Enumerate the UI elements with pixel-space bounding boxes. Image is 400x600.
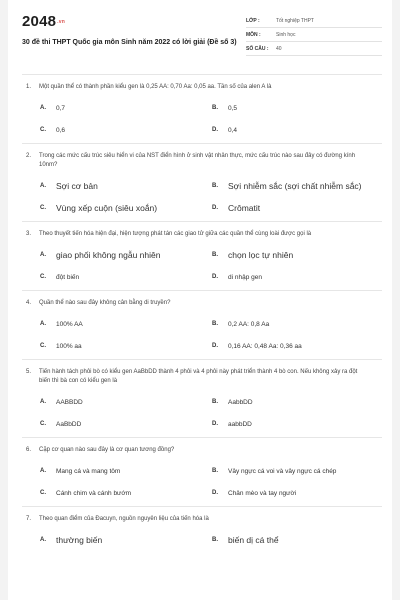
meta-value: Tốt nghiệp THPT	[276, 17, 314, 24]
option-letter: C.	[40, 205, 46, 211]
question-number: 3.	[26, 231, 32, 237]
document-header	[22, 14, 382, 72]
question-text	[22, 299, 382, 308]
option-text: 0,5	[228, 104, 238, 112]
answer-option-d[interactable]	[212, 482, 384, 504]
question-1	[22, 83, 382, 141]
answer-options	[22, 97, 382, 141]
option-text: 0,4	[228, 126, 238, 134]
question-body: Theo quan điểm của Đacuyn, nguồn nguyên liệu của tiến hóa là	[39, 516, 209, 522]
meta-row-class	[246, 14, 382, 28]
question-divider	[22, 221, 382, 222]
document-page	[8, 0, 392, 600]
option-letter: A.	[40, 105, 46, 111]
answer-option-a[interactable]	[40, 244, 212, 266]
answer-option-b[interactable]	[212, 529, 384, 551]
option-letter: A.	[40, 468, 46, 474]
question-3	[22, 230, 382, 288]
option-letter: D.	[212, 343, 218, 349]
option-text: 100% AA	[56, 320, 83, 328]
option-text: 0,16 AA: 0,48 Aa: 0,36 aa	[228, 342, 302, 350]
answer-option-c[interactable]	[40, 413, 212, 435]
option-letter: D.	[212, 127, 218, 133]
option-letter: C.	[40, 274, 46, 280]
option-text: di nhập gen	[228, 273, 262, 281]
question-divider	[22, 506, 382, 507]
question-number: 7.	[26, 516, 32, 522]
question-divider	[22, 143, 382, 144]
option-text: 100% aa	[56, 342, 82, 350]
option-letter: B.	[212, 252, 218, 258]
option-letter: B.	[212, 105, 218, 111]
option-text: Cánh chim và cánh bướm	[56, 489, 132, 497]
option-letter: A.	[40, 252, 46, 258]
option-letter: A.	[40, 537, 46, 543]
question-body: Trong các mức cấu trúc siêu hiển vi của NST điển hình ở sinh vật nhân thực, mức cấu trúc nào sau đây có đường kính 10nm?	[39, 153, 356, 168]
option-letter: B.	[212, 537, 218, 543]
answer-option-a[interactable]	[40, 391, 212, 413]
answer-option-b[interactable]	[212, 175, 384, 197]
option-letter: A.	[40, 321, 46, 327]
option-letter: A.	[40, 183, 46, 189]
option-text: thường biến	[56, 535, 103, 545]
document-meta	[246, 14, 382, 56]
option-text: 0,2 AA: 0,8 Aa	[228, 320, 270, 328]
answer-options	[22, 460, 382, 504]
answer-option-a[interactable]	[40, 313, 212, 335]
option-text: Crômatit	[228, 203, 261, 213]
answer-options	[22, 244, 382, 288]
option-text: AaBbDD	[56, 420, 82, 428]
question-text	[22, 446, 382, 455]
option-text: chọn lọc tự nhiên	[228, 250, 294, 260]
answer-option-c[interactable]	[40, 482, 212, 504]
option-letter: C.	[40, 490, 46, 496]
meta-value: Sinh học	[276, 31, 296, 38]
question-7	[22, 515, 382, 551]
option-text: Vây ngực cá voi và vây ngực cá chép	[228, 467, 337, 475]
meta-value: 40	[276, 45, 282, 52]
question-divider	[22, 437, 382, 438]
logo-suffix: .vn	[57, 19, 65, 25]
option-text: AABBDD	[56, 398, 83, 406]
question-2	[22, 152, 382, 219]
meta-label: MÔN :	[246, 31, 261, 38]
option-letter: D.	[212, 205, 218, 211]
option-letter: B.	[212, 321, 218, 327]
question-body: Một quần thể có thành phần kiểu gen là 0,25 AA: 0,70 Aa: 0,05 aa. Tần số của alen A là	[39, 84, 272, 90]
question-divider	[22, 290, 382, 291]
answer-options	[22, 391, 382, 435]
option-text: Mang cá và mang tôm	[56, 467, 121, 475]
option-letter: B.	[212, 468, 218, 474]
answer-option-b[interactable]	[212, 313, 384, 335]
meta-row-subject	[246, 28, 382, 42]
answer-option-c[interactable]	[40, 119, 212, 141]
answer-option-c[interactable]	[40, 335, 212, 357]
document-title: 30 đề thi THPT Quốc gia môn Sinh năm 2022 có lời giải (Đề số 3)	[22, 39, 237, 46]
question-text	[22, 368, 382, 386]
answer-option-d[interactable]	[212, 119, 384, 141]
option-text: đột biến	[56, 273, 80, 281]
answer-option-b[interactable]	[212, 244, 384, 266]
option-letter: D.	[212, 490, 218, 496]
option-text: Vùng xếp cuộn (siêu xoắn)	[56, 203, 158, 213]
meta-row-count	[246, 42, 382, 56]
option-letter: C.	[40, 127, 46, 133]
logo-main: 2048	[22, 13, 57, 30]
answer-option-d[interactable]	[212, 266, 384, 288]
question-text	[22, 83, 382, 92]
answer-option-d[interactable]	[212, 413, 384, 435]
question-body: Cặp cơ quan nào sau đây là cơ quan tương đồng?	[39, 447, 175, 453]
option-letter: D.	[212, 421, 218, 427]
question-number: 2.	[26, 153, 32, 159]
meta-label: LỚP :	[246, 17, 260, 24]
question-text	[22, 230, 382, 239]
option-text: giao phối không ngẫu nhiên	[56, 250, 161, 260]
brand-block	[22, 14, 242, 48]
option-text: 0,7	[56, 104, 66, 112]
answer-option-b[interactable]	[212, 97, 384, 119]
question-body: Tiến hành tách phôi bò có kiểu gen AaBbDD thành 4 phôi và 4 phôi này phát triển thành 4 bò con. Nếu không xảy ra đột biến thì bà con có kiểu gen là	[39, 369, 358, 384]
question-4	[22, 299, 382, 357]
option-text: biến dị cá thể	[228, 535, 279, 545]
question-text	[22, 152, 382, 170]
header-divider	[22, 74, 382, 75]
option-letter: C.	[40, 343, 46, 349]
question-number: 1.	[26, 84, 32, 90]
answer-option-b[interactable]	[212, 460, 384, 482]
answer-options	[22, 529, 382, 551]
answer-option-c[interactable]	[40, 266, 212, 288]
meta-label: SỐ CÂU :	[246, 45, 269, 52]
question-5	[22, 368, 382, 435]
option-text: 0,6	[56, 126, 66, 134]
question-number: 6.	[26, 447, 32, 453]
question-divider	[22, 359, 382, 360]
question-number: 4.	[26, 300, 32, 306]
question-6	[22, 446, 382, 504]
site-logo[interactable]	[22, 14, 242, 30]
option-text: Sợi cơ bản	[56, 181, 98, 191]
option-text: Chân mèo và tay người	[228, 489, 297, 497]
answer-options	[22, 313, 382, 357]
answer-options	[22, 175, 382, 219]
answer-option-b[interactable]	[212, 391, 384, 413]
option-letter: B.	[212, 399, 218, 405]
option-text: aabbDD	[228, 420, 252, 428]
answer-option-c[interactable]	[40, 197, 212, 219]
question-body: Quần thể nào sau đây không cân bằng di truyền?	[39, 300, 171, 306]
option-text: Sợi nhiễm sắc (sợi chất nhiễm sắc)	[228, 181, 362, 191]
question-text	[22, 515, 382, 524]
answer-option-a[interactable]	[40, 175, 212, 197]
answer-option-a[interactable]	[40, 529, 212, 551]
answer-option-a[interactable]	[40, 460, 212, 482]
question-number: 5.	[26, 369, 32, 375]
option-letter: B.	[212, 183, 218, 189]
answer-option-d[interactable]	[212, 197, 384, 219]
option-letter: C.	[40, 421, 46, 427]
option-letter: D.	[212, 274, 218, 280]
answer-option-a[interactable]	[40, 97, 212, 119]
question-body: Theo thuyết tiến hóa hiện đại, hiện tượng phát tán các giao tử giữa các quần thể cùng loài được gọi là	[39, 231, 312, 237]
answer-option-d[interactable]	[212, 335, 384, 357]
option-text: AabbDD	[228, 398, 253, 406]
option-letter: A.	[40, 399, 46, 405]
